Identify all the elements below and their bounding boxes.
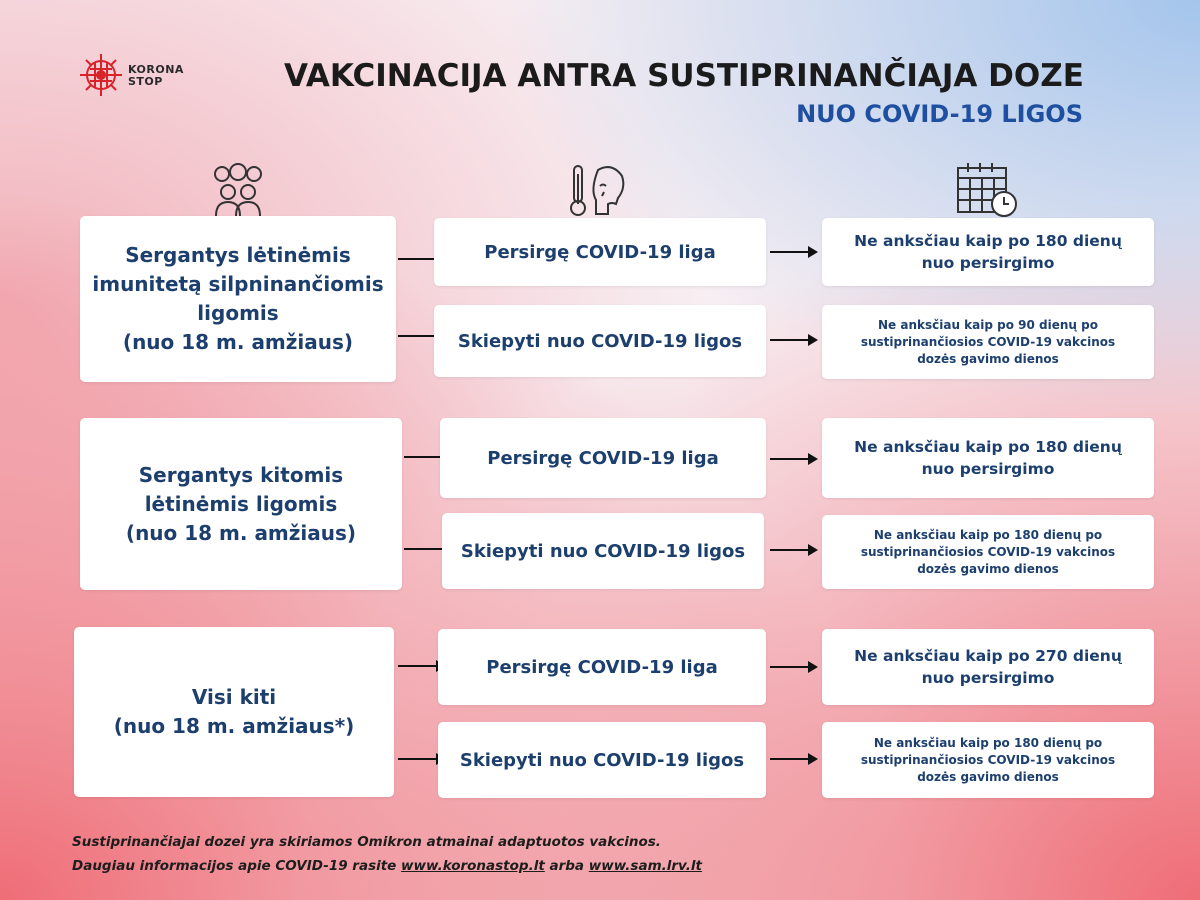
condition-label: Persirgę COVID-19 liga [486,656,718,678]
result-box [822,722,1154,798]
result-box [822,629,1154,705]
group-label-line: Sergantys kitomis [138,462,344,487]
korona-stop-logo [78,52,208,100]
group-label-line: lėtinėmis ligomis [144,491,338,516]
result-line: dozės gavimo dienos [917,769,1059,784]
result-line: dozės gavimo dienos [917,561,1059,576]
arrow-right-icon [770,544,818,556]
condition-label: Skiepyti nuo COVID-19 ligos [457,330,743,352]
condition-box-vaccinated [434,305,766,377]
condition-box-recovered [438,629,766,705]
result-line: sustiprinančiosios COVID-19 vakcinos [860,334,1116,349]
koronastop-link[interactable]: www.koronastop.lt [401,858,545,874]
arrow-right-icon [770,246,818,258]
group-label-line: Sergantys lėtinėmis [125,243,351,267]
result-line: Ne anksčiau kaip po 180 dienų [854,232,1122,250]
group-label-line: (nuo 18 m. amžiaus) [122,330,354,354]
group-label-line: Visi kiti [191,685,277,709]
group-label-line: (nuo 18 m. amžiaus*) [113,714,355,738]
footer-line-2-middle: arba [544,858,589,874]
result-box [822,218,1154,286]
group-label-line: ligomis [197,301,279,325]
page-subtitle: NUO COVID-19 LIGOS [796,100,1083,128]
result-line: sustiprinančiosios COVID-19 vakcinos [860,544,1116,559]
result-line: Ne anksčiau kaip po 180 dienų po [873,735,1103,750]
result-line: Ne anksčiau kaip po 180 dienų [854,438,1122,456]
result-line: nuo persirgimo [921,460,1055,478]
arrow-right-icon [770,453,818,465]
condition-box-vaccinated [442,513,764,589]
page-title: VAKCINACIJA ANTRA SUSTIPRINANČIAJA DOZE [284,58,1084,94]
logo-line-1: KORONA [128,63,184,76]
group-box-other-chronic [80,418,402,590]
group-box-all-others [74,627,394,797]
result-line: Ne anksčiau kaip po 180 dienų po [873,527,1103,542]
logo-text [128,64,184,88]
condition-box-recovered [434,218,766,286]
result-line: Ne anksčiau kaip po 90 dienų po [878,317,1098,332]
condition-box-recovered [440,418,766,498]
arrow-right-icon [770,753,818,765]
result-line: nuo persirgimo [921,254,1055,272]
result-box [822,305,1154,379]
group-box-chronic-immunosuppressed [80,216,396,382]
result-box [822,515,1154,589]
thermometer-patient-icon [570,160,630,218]
virus-logo-icon [78,52,124,98]
result-line: dozės gavimo dienos [917,351,1059,366]
condition-label: Skiepyti nuo COVID-19 ligos [459,749,745,771]
condition-label: Skiepyti nuo COVID-19 ligos [460,540,746,562]
result-line: nuo persirgimo [921,669,1055,687]
arrow-right-icon [770,334,818,346]
condition-label: Persirgę COVID-19 liga [487,447,719,469]
calendar-clock-icon [954,160,1020,218]
people-icon [206,160,270,218]
result-box [822,418,1154,498]
arrow-right-icon [770,661,818,673]
logo-line-2: STOP [128,75,163,88]
result-line: Ne anksčiau kaip po 270 dienų [854,647,1122,665]
footer-line-2 [72,854,702,878]
footer-line-1: Sustiprinančiajai dozei yra skiriamos Omikron atmainai adaptuotos vakcinos. [72,834,661,850]
condition-box-vaccinated [438,722,766,798]
group-label-line: imunitetą silpninančiomis [92,272,384,296]
footer-note [72,830,702,878]
group-label-line: (nuo 18 m. amžiaus) [125,520,357,545]
sam-link[interactable]: www.sam.lrv.lt [588,858,702,874]
footer-line-2-prefix: Daugiau informacijos apie COVID-19 rasite [72,858,402,874]
result-line: sustiprinančiosios COVID-19 vakcinos [860,752,1116,767]
condition-label: Persirgę COVID-19 liga [484,241,716,263]
